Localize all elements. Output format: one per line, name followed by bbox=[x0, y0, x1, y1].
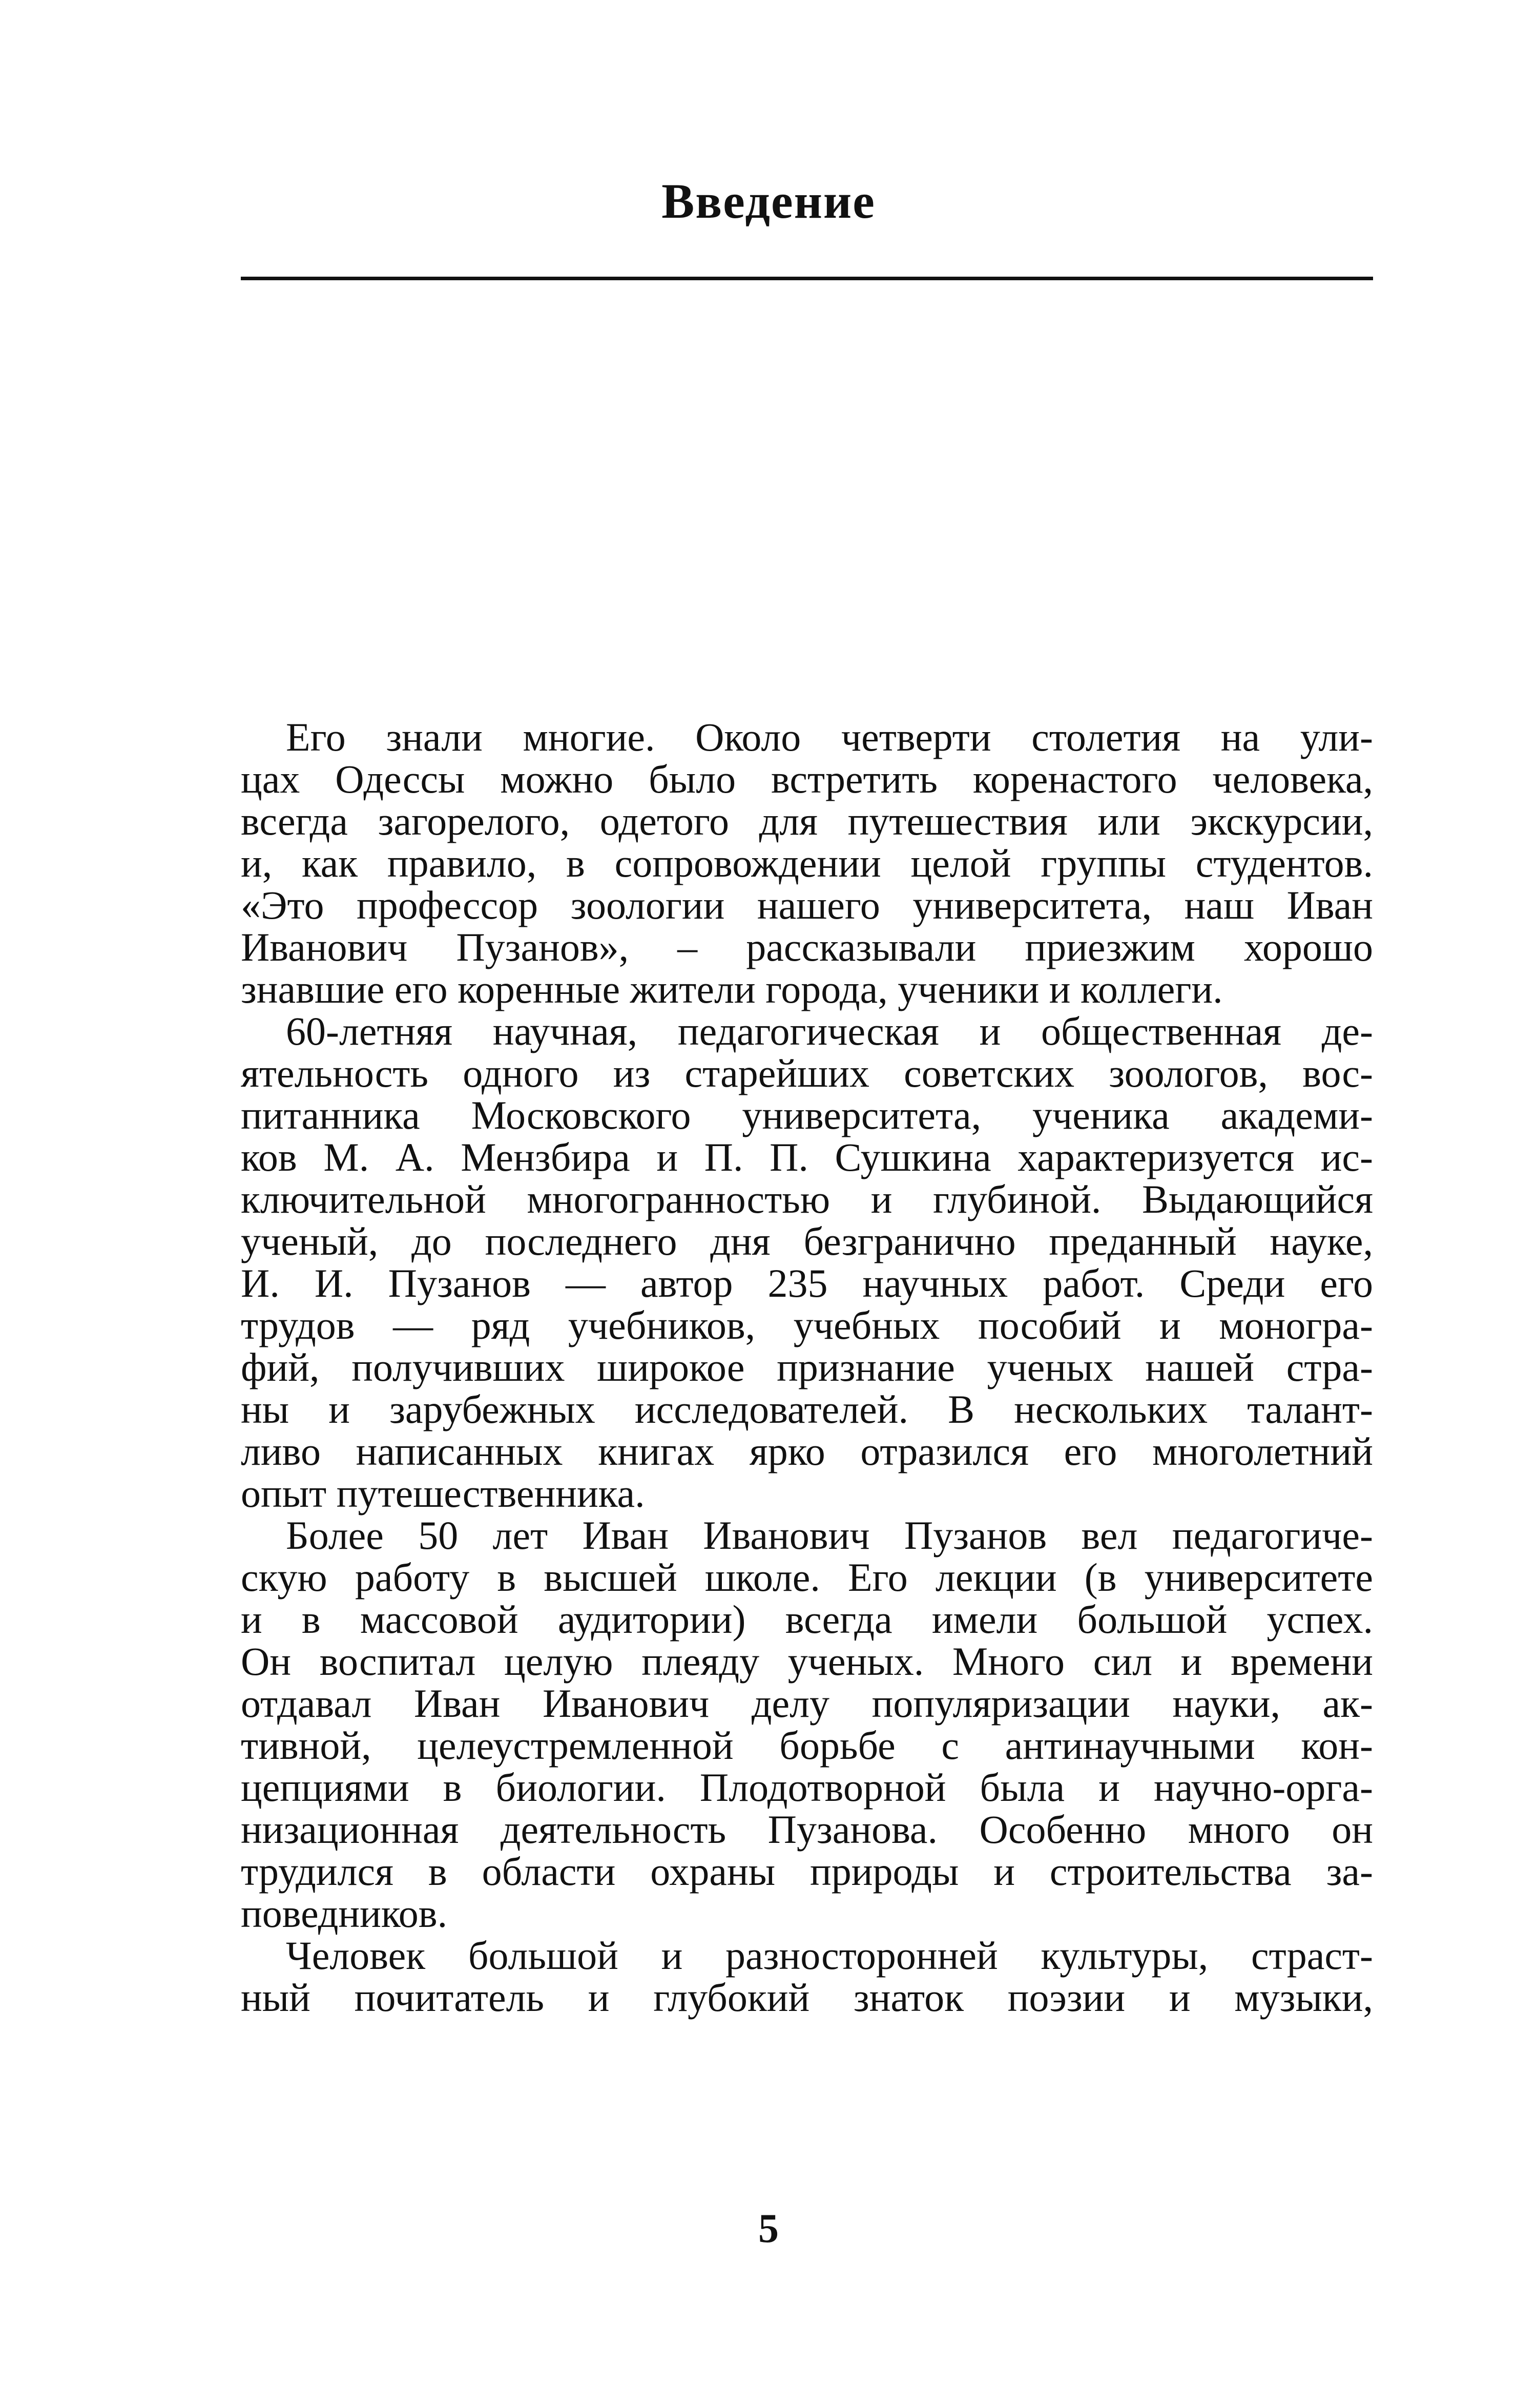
text-line: Иванович Пузанов», – рассказывали приезжим хорошо bbox=[241, 925, 1373, 969]
text-line: скую работу в высшей школе. Его лекции (в университете bbox=[241, 1555, 1373, 1600]
text-line: фий, получивших широкое признание ученых нашей стра- bbox=[241, 1345, 1373, 1389]
text-line: Он воспитал целую плеяду ученых. Много сил и времени bbox=[241, 1639, 1373, 1684]
text-line: Человек большой и разносторонней культуры, страст- bbox=[286, 1933, 1373, 1978]
text-line: и, как правило, в сопровождении целой группы студентов. bbox=[241, 841, 1373, 885]
body-text bbox=[241, 716, 1373, 2019]
text-line: Более 50 лет Иван Иванович Пузанов вел педагогиче- bbox=[286, 1513, 1373, 1558]
text-line: опыт путешественника. bbox=[241, 1471, 645, 1516]
text-line: отдавал Иван Иванович делу популяризации науки, ак- bbox=[241, 1681, 1373, 1726]
text-line: Его знали многие. Около четверти столетия на ули- bbox=[286, 715, 1373, 759]
text-line: поведников. bbox=[241, 1891, 448, 1936]
text-line: ный почитатель и глубокий знаток поэзии и музыки, bbox=[241, 1975, 1373, 2020]
text-line: всегда загорелого, одетого для путешествия или экскурсии, bbox=[241, 799, 1373, 843]
text-line: низационная деятельность Пузанова. Особенно много он bbox=[241, 1807, 1373, 1852]
chapter-heading: Введение bbox=[661, 174, 876, 229]
text-line: И. И. Пузанов — автор 235 научных работ. Среди его bbox=[241, 1261, 1373, 1305]
text-line: цепциями в биологии. Плодотворной была и научно-орга- bbox=[241, 1765, 1373, 1810]
text-line: тивной, целеустремленной борьбе с антинаучными кон- bbox=[241, 1723, 1373, 1768]
text-line: ятельность одного из старейших советских зоологов, вос- bbox=[241, 1051, 1373, 1095]
text-line: 60-летняя научная, педагогическая и общественная де- bbox=[286, 1009, 1373, 1053]
text-line: «Это профессор зоологии нашего университета, наш Иван bbox=[241, 883, 1373, 927]
text-line: цах Одессы можно было встретить коренастого человека, bbox=[241, 757, 1373, 801]
text-line: питанника Московского университета, ученика академи- bbox=[241, 1093, 1373, 1137]
text-line: ков М. А. Мензбира и П. П. Сушкина характеризуется ис- bbox=[241, 1135, 1373, 1179]
text-line: и в массовой аудитории) всегда имели большой успех. bbox=[241, 1597, 1373, 1642]
text-line: ключительной многогранностью и глубиной. Выдающийся bbox=[241, 1177, 1373, 1221]
text-line: знавшие его коренные жители города, ученики и коллеги. bbox=[241, 967, 1223, 1011]
text-line: трудился в области охраны природы и строительства за- bbox=[241, 1849, 1373, 1894]
text-line: трудов — ряд учебников, учебных пособий и моногра- bbox=[241, 1303, 1373, 1347]
text-line: ученый, до последнего дня безгранично преданный науке, bbox=[241, 1219, 1373, 1263]
text-line: ны и зарубежных исследователей. В нескольких талант- bbox=[241, 1387, 1373, 1431]
text-line: ливо написанных книгах ярко отразился его многолетний bbox=[241, 1429, 1373, 1473]
heading-rule bbox=[241, 277, 1373, 280]
page-number: 5 bbox=[758, 2206, 779, 2251]
